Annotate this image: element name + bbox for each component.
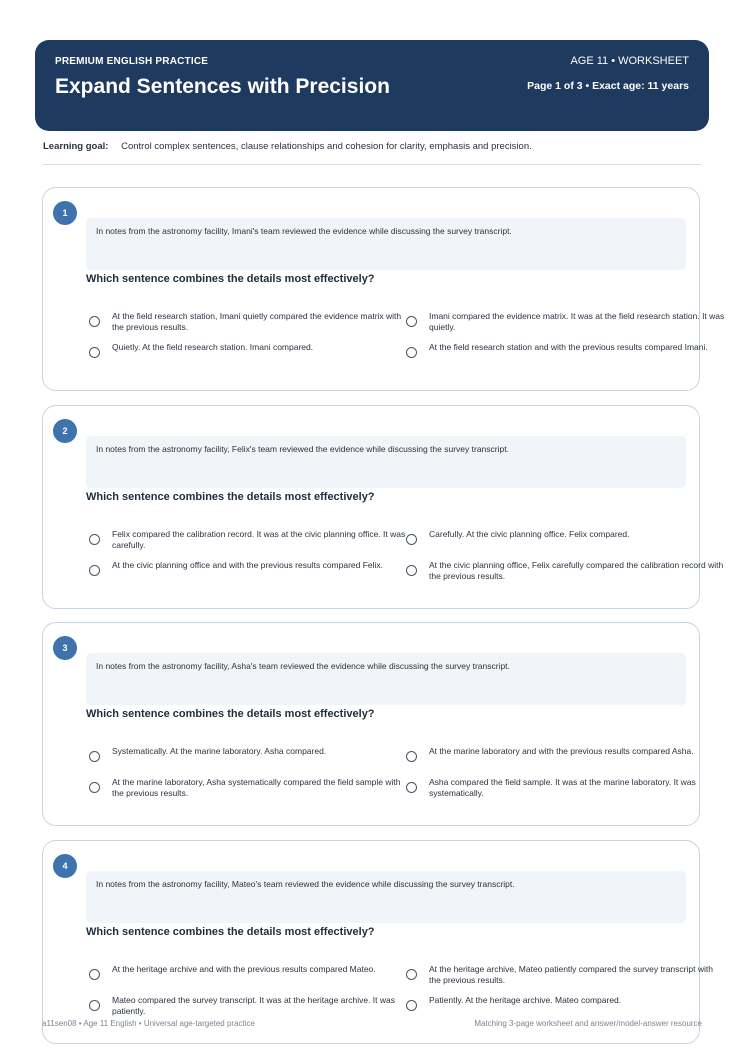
question-prompt: Which sentence combines the details most effectively? [86, 491, 375, 503]
learning-goal-label: Learning goal: [43, 141, 109, 152]
question-card-3 [42, 622, 700, 826]
divider [43, 164, 701, 165]
question-number-badge: 3 [53, 636, 77, 660]
option-text: Asha compared the field sample. It was at the marine laboratory. It was systematically. [429, 777, 696, 798]
footer-right: Matching 3-page worksheet and answer/model-answer resource [474, 1019, 702, 1028]
footer-left: a11sen08 • Age 11 English • Universal age-targeted practice [42, 1019, 255, 1028]
question-number-badge: 4 [53, 854, 77, 878]
radio-button[interactable] [406, 1000, 417, 1011]
radio-button[interactable] [406, 782, 417, 793]
option-text: At the civic planning office, Felix carefully compared the calibration record with the previous results. [429, 560, 724, 581]
option-text: At the field research station and with the previous results compared Imani. [429, 342, 708, 352]
question-number-badge: 1 [53, 201, 77, 225]
option-text: Mateo compared the survey transcript. It was at the heritage archive. It was patiently. [112, 995, 395, 1016]
question-prompt: Which sentence combines the details most effectively? [86, 708, 375, 720]
learning-goal-text: Control complex sentences, clause relationships and cohesion for clarity, emphasis and precision. [121, 141, 532, 152]
question-context: In notes from the astronomy facility, Felix's team reviewed the evidence while discussing the survey transcript. [86, 436, 686, 488]
radio-button[interactable] [89, 316, 100, 327]
question-context: In notes from the astronomy facility, Imani's team reviewed the evidence while discussing the survey transcript. [86, 218, 686, 270]
radio-button[interactable] [406, 565, 417, 576]
option-text: At the heritage archive, Mateo patiently compared the survey transcript with the previous results. [429, 964, 713, 985]
question-context: In notes from the astronomy facility, Asha's team reviewed the evidence while discussing the survey transcript. [86, 653, 686, 705]
radio-button[interactable] [89, 969, 100, 980]
option-text: Imani compared the evidence matrix. It was at the field research station. It was quietly. [429, 311, 725, 332]
option-text: At the civic planning office and with the previous results compared Felix. [112, 560, 384, 570]
radio-button[interactable] [89, 1000, 100, 1011]
option-text: Systematically. At the marine laboratory. Asha compared. [112, 746, 327, 756]
radio-button[interactable] [406, 534, 417, 545]
option-text: Patiently. At the heritage archive. Mateo compared. [429, 995, 622, 1005]
radio-button[interactable] [89, 565, 100, 576]
option-text: At the heritage archive and with the previous results compared Mateo. [112, 964, 376, 974]
learning-goal [43, 141, 532, 152]
radio-button[interactable] [89, 751, 100, 762]
radio-button[interactable] [89, 782, 100, 793]
radio-button[interactable] [89, 534, 100, 545]
question-number-badge: 2 [53, 419, 77, 443]
question-card-4 [42, 840, 713, 1044]
question-prompt: Which sentence combines the details most effectively? [86, 926, 375, 938]
option-text: Carefully. At the civic planning office. Felix compared. [429, 529, 630, 539]
question-context: In notes from the astronomy facility, Mateo's team reviewed the evidence while discussing the survey transcript. [86, 871, 686, 923]
header-eyebrow: PREMIUM ENGLISH PRACTICE [55, 56, 209, 67]
question-prompt: Which sentence combines the details most effectively? [86, 273, 375, 285]
radio-button[interactable] [406, 969, 417, 980]
radio-button[interactable] [89, 347, 100, 358]
radio-button[interactable] [406, 751, 417, 762]
question-card-1 [42, 187, 725, 391]
page-title: Expand Sentences with Precision [55, 75, 390, 98]
header-meta: AGE 11 • WORKSHEET [570, 55, 689, 67]
option-text: At the marine laboratory, Asha systematically compared the field sample with the previous results. [112, 777, 401, 798]
option-text: Felix compared the calibration record. It was at the civic planning office. It was carefully. [112, 529, 406, 550]
question-card-2 [42, 405, 724, 609]
radio-button[interactable] [406, 347, 417, 358]
page-info: Page 1 of 3 • Exact age: 11 years [527, 80, 689, 92]
worksheet-header [35, 40, 709, 131]
radio-button[interactable] [406, 316, 417, 327]
option-text: Quietly. At the field research station. Imani compared. [112, 342, 314, 352]
option-text: At the marine laboratory and with the previous results compared Asha. [429, 746, 694, 756]
option-text: At the field research station, Imani quietly compared the evidence matrix with the previous results. [112, 311, 402, 332]
